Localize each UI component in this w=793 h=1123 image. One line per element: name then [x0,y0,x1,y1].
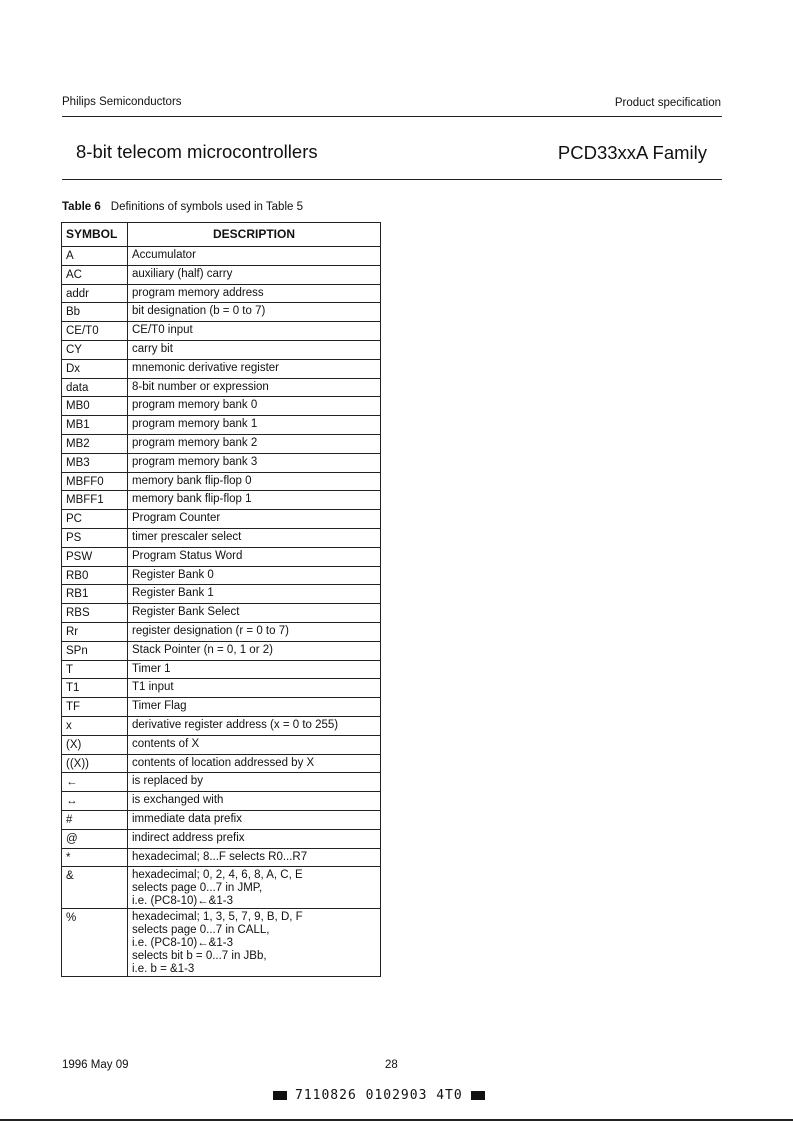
description-cell [128,359,381,378]
description-line: T1 input [132,681,174,694]
table-row [62,754,381,773]
table-row [62,867,381,909]
description-cell [128,303,381,322]
description-line: 8-bit number or expression [132,380,269,393]
description-cell [128,622,381,641]
description-line: memory bank flip-flop 0 [132,474,252,487]
description-line: Program Counter [132,512,221,525]
title-rule [62,179,722,180]
description-line: contents of location addressed by X [132,756,315,769]
description-line: mnemonic derivative register [132,361,280,374]
description-line: is replaced by [132,775,203,788]
symbol-cell: ← [62,773,128,792]
table-row [62,735,381,754]
symbol-cell: RB1 [62,585,128,604]
table-row [62,547,381,566]
table-row [62,265,381,284]
description-line: i.e. b = &1-3 [132,963,195,976]
description-line: indirect address prefix [132,831,245,844]
symbol-cell: A [62,247,128,266]
table-row [62,660,381,679]
table-row [62,698,381,717]
description-cell [128,472,381,491]
table-row [62,716,381,735]
table-row [62,773,381,792]
description-cell [128,547,381,566]
symbol-cell: PSW [62,547,128,566]
description-line: selects page 0...7 in CALL, [132,924,270,937]
description-cell [128,453,381,472]
table-row [62,679,381,698]
table-row [62,416,381,435]
running-header-company: Philips Semiconductors [62,96,182,108]
symbol-cell: MB2 [62,434,128,453]
table-row [62,829,381,848]
description-line: program memory address [132,286,264,299]
table-row [62,359,381,378]
table-row [62,810,381,829]
description-line: Timer Flag [132,700,187,713]
symbol-cell: ↔ [62,792,128,811]
table-row [62,566,381,585]
description-line: hexadecimal; 1, 3, 5, 7, 9, B, D, F [132,911,303,924]
symbol-cell: data [62,378,128,397]
description-cell [128,716,381,735]
description-cell [128,829,381,848]
description-line: selects page 0...7 in JMP, [132,882,263,895]
description-line: is exchanged with [132,794,224,807]
symbol-cell: * [62,848,128,867]
description-line: program memory bank 3 [132,455,258,468]
description-cell [128,604,381,623]
description-line: i.e. (PC8-10)←&1-3 [132,895,233,908]
description-line: i.e. (PC8-10)←&1-3 [132,937,233,950]
barcode-marker-right [471,1091,485,1100]
description-cell [128,754,381,773]
page-number: 28 [385,1059,398,1071]
symbol-cell: CY [62,340,128,359]
column-header-symbol: SYMBOL [62,223,128,247]
description-line: immediate data prefix [132,812,242,825]
symbol-cell: Bb [62,303,128,322]
description-line: register designation (r = 0 to 7) [132,624,289,637]
symbol-cell: & [62,867,128,909]
footer-date: 1996 May 09 [62,1059,129,1071]
document-title: 8-bit telecom microcontrollers [76,141,318,162]
description-line: Stack Pointer (n = 0, 1 or 2) [132,643,273,656]
page-bottom-rule [0,1119,793,1121]
description-line: carry bit [132,342,173,355]
symbol-cell: # [62,810,128,829]
description-cell [128,909,381,977]
symbol-cell: % [62,909,128,977]
description-line: selects bit b = 0...7 in JBb, [132,950,267,963]
symbol-cell: @ [62,829,128,848]
table-header-row [62,223,381,247]
symbol-cell: MB3 [62,453,128,472]
description-line: Program Status Word [132,549,243,562]
description-cell [128,416,381,435]
symbol-definitions-table [61,222,381,977]
description-cell [128,792,381,811]
symbol-cell: SPn [62,641,128,660]
symbol-cell: T [62,660,128,679]
description-line: program memory bank 0 [132,399,258,412]
description-line: contents of X [132,737,200,750]
description-line: Register Bank 1 [132,587,214,600]
table-row [62,622,381,641]
symbol-cell: PS [62,528,128,547]
symbol-cell: x [62,716,128,735]
symbol-cell: addr [62,284,128,303]
running-header-doc-type: Product specification [614,97,721,109]
symbol-cell: MB0 [62,397,128,416]
description-line: hexadecimal; 8...F selects R0...R7 [132,850,308,863]
table-row [62,247,381,266]
product-family: PCD33xxA Family [557,142,707,163]
table-row [62,510,381,529]
symbol-cell: TF [62,698,128,717]
symbol-cell: AC [62,265,128,284]
description-cell [128,773,381,792]
description-line: program memory bank 2 [132,436,258,449]
table-row [62,641,381,660]
symbol-cell: CE/T0 [62,322,128,341]
description-cell [128,660,381,679]
description-line: Timer 1 [132,662,171,675]
symbol-cell: (X) [62,735,128,754]
symbol-cell: RBS [62,604,128,623]
description-cell [128,698,381,717]
description-cell [128,397,381,416]
description-line: derivative register address (x = 0 to 255) [132,718,339,731]
symbol-cell: Rr [62,622,128,641]
table-row [62,472,381,491]
table-row [62,340,381,359]
table-row [62,848,381,867]
table-row [62,397,381,416]
description-cell [128,340,381,359]
description-line: timer prescaler select [132,530,242,543]
barcode-marker-left [273,1091,287,1100]
description-cell [128,434,381,453]
table-caption-text: Definitions of symbols used in Table 5 [110,201,303,213]
table-row [62,322,381,341]
symbol-cell: MB1 [62,416,128,435]
description-line: memory bank flip-flop 1 [132,493,252,506]
description-cell [128,284,381,303]
description-line: program memory bank 1 [132,418,258,431]
table-caption-label: Table 6 [62,201,101,213]
description-cell [128,322,381,341]
description-line: bit designation (b = 0 to 7) [132,305,266,318]
symbol-cell: MBFF1 [62,491,128,510]
description-line: auxiliary (half) carry [132,267,233,280]
symbol-cell: ((X)) [62,754,128,773]
description-line: hexadecimal; 0, 2, 4, 6, 8, A, C, E [132,869,303,882]
table-row [62,303,381,322]
description-cell [128,510,381,529]
header-rule [62,116,722,117]
description-cell [128,247,381,266]
table-row [62,585,381,604]
symbol-cell: PC [62,510,128,529]
barcode-line [265,1088,493,1103]
description-line: Accumulator [132,249,196,261]
table-caption [62,201,303,213]
column-header-description: DESCRIPTION [128,223,381,247]
description-cell [128,679,381,698]
table-row [62,604,381,623]
description-cell [128,528,381,547]
description-cell [128,810,381,829]
barcode-text: 7110826 0102903 4T0 [295,1088,463,1103]
table-row [62,453,381,472]
table-row [62,284,381,303]
table-row [62,792,381,811]
description-line: CE/T0 input [132,324,193,337]
description-cell [128,735,381,754]
table-row [62,528,381,547]
description-cell [128,867,381,909]
description-cell [128,566,381,585]
description-cell [128,848,381,867]
symbol-cell: T1 [62,679,128,698]
table-row [62,909,381,977]
symbol-cell: Dx [62,359,128,378]
description-cell [128,641,381,660]
table-row [62,491,381,510]
table-row [62,434,381,453]
table-row [62,378,381,397]
table-body [62,247,381,977]
symbol-cell: RB0 [62,566,128,585]
description-cell [128,491,381,510]
description-line: Register Bank Select [132,606,240,619]
symbol-cell: MBFF0 [62,472,128,491]
description-cell [128,585,381,604]
description-line: Register Bank 0 [132,568,214,581]
description-cell [128,378,381,397]
description-cell [128,265,381,284]
